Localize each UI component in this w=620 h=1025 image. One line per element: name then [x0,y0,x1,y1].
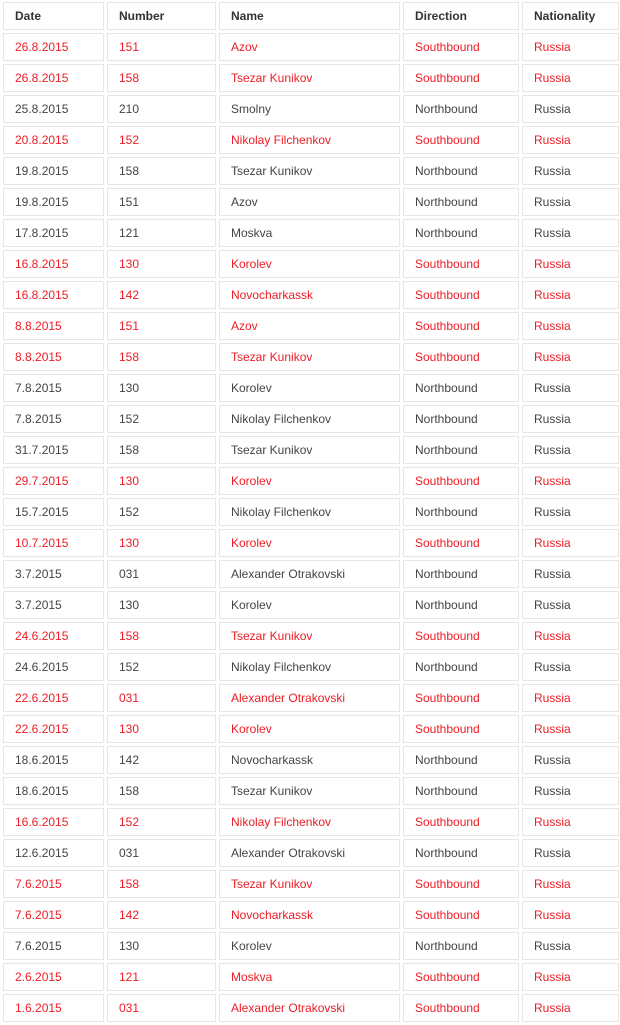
cell-direction: Northbound [403,560,519,588]
cell-name: Tsezar Kunikov [219,622,400,650]
table-row [3,498,619,526]
cell-direction: Southbound [403,808,519,836]
cell-direction: Northbound [403,591,519,619]
cell-nationality: Russia [522,839,619,867]
cell-name: Nikolay Filchenkov [219,653,400,681]
cell-direction: Northbound [403,777,519,805]
cell-number: 031 [107,839,216,867]
cell-nationality: Russia [522,560,619,588]
cell-name: Tsezar Kunikov [219,870,400,898]
cell-date: 8.8.2015 [3,312,104,340]
table-row [3,684,619,712]
cell-nationality: Russia [522,963,619,991]
cell-name: Korolev [219,529,400,557]
cell-name: Tsezar Kunikov [219,343,400,371]
table-row [3,157,619,185]
cell-number: 130 [107,374,216,402]
table-row [3,343,619,371]
cell-name: Moskva [219,219,400,247]
table-row [3,64,619,92]
cell-nationality: Russia [522,312,619,340]
cell-nationality: Russia [522,498,619,526]
cell-number: 121 [107,963,216,991]
cell-direction: Southbound [403,963,519,991]
cell-date: 25.8.2015 [3,95,104,123]
cell-direction: Southbound [403,467,519,495]
cell-direction: Northbound [403,188,519,216]
table-row [3,95,619,123]
table-row [3,312,619,340]
cell-date: 26.8.2015 [3,64,104,92]
table-row [3,126,619,154]
cell-date: 17.8.2015 [3,219,104,247]
table-row [3,746,619,774]
cell-date: 22.6.2015 [3,715,104,743]
cell-name: Tsezar Kunikov [219,157,400,185]
table-header-row [3,2,619,30]
cell-direction: Southbound [403,33,519,61]
cell-number: 152 [107,653,216,681]
cell-date: 29.7.2015 [3,467,104,495]
cell-nationality: Russia [522,932,619,960]
table-row [3,529,619,557]
cell-number: 152 [107,498,216,526]
cell-number: 130 [107,250,216,278]
table-row [3,901,619,929]
table-row [3,219,619,247]
cell-number: 152 [107,808,216,836]
cell-date: 2.6.2015 [3,963,104,991]
table-row [3,808,619,836]
cell-direction: Northbound [403,95,519,123]
cell-number: 158 [107,157,216,185]
cell-name: Nikolay Filchenkov [219,126,400,154]
cell-date: 1.6.2015 [3,994,104,1022]
cell-number: 152 [107,405,216,433]
cell-number: 031 [107,560,216,588]
cell-number: 158 [107,436,216,464]
cell-date: 16.8.2015 [3,250,104,278]
cell-nationality: Russia [522,684,619,712]
cell-direction: Southbound [403,529,519,557]
cell-date: 15.7.2015 [3,498,104,526]
cell-number: 031 [107,994,216,1022]
cell-direction: Southbound [403,281,519,309]
cell-number: 151 [107,312,216,340]
cell-nationality: Russia [522,715,619,743]
cell-name: Korolev [219,715,400,743]
cell-direction: Northbound [403,405,519,433]
cell-nationality: Russia [522,157,619,185]
cell-date: 10.7.2015 [3,529,104,557]
cell-number: 158 [107,777,216,805]
cell-nationality: Russia [522,622,619,650]
cell-name: Nikolay Filchenkov [219,498,400,526]
cell-date: 3.7.2015 [3,591,104,619]
cell-name: Tsezar Kunikov [219,64,400,92]
cell-nationality: Russia [522,777,619,805]
cell-name: Nikolay Filchenkov [219,405,400,433]
cell-nationality: Russia [522,591,619,619]
cell-number: 151 [107,188,216,216]
cell-number: 158 [107,622,216,650]
cell-number: 130 [107,529,216,557]
cell-name: Azov [219,33,400,61]
header-direction: Direction [403,2,519,30]
cell-name: Alexander Otrakovski [219,839,400,867]
cell-nationality: Russia [522,281,619,309]
table-row [3,405,619,433]
table-row [3,250,619,278]
cell-name: Azov [219,312,400,340]
cell-nationality: Russia [522,64,619,92]
cell-date: 26.8.2015 [3,33,104,61]
cell-name: Tsezar Kunikov [219,436,400,464]
cell-name: Korolev [219,250,400,278]
table-row [3,715,619,743]
cell-name: Korolev [219,467,400,495]
cell-nationality: Russia [522,529,619,557]
cell-nationality: Russia [522,343,619,371]
cell-nationality: Russia [522,95,619,123]
cell-name: Novocharkassk [219,901,400,929]
cell-direction: Northbound [403,436,519,464]
table-row [3,622,619,650]
table-row [3,994,619,1022]
cell-date: 24.6.2015 [3,622,104,650]
cell-name: Azov [219,188,400,216]
table-row [3,560,619,588]
cell-date: 18.6.2015 [3,777,104,805]
cell-name: Alexander Otrakovski [219,560,400,588]
cell-number: 142 [107,281,216,309]
cell-date: 16.6.2015 [3,808,104,836]
cell-direction: Southbound [403,870,519,898]
cell-date: 24.6.2015 [3,653,104,681]
cell-number: 152 [107,126,216,154]
cell-direction: Northbound [403,374,519,402]
cell-date: 31.7.2015 [3,436,104,464]
cell-date: 16.8.2015 [3,281,104,309]
cell-direction: Southbound [403,715,519,743]
cell-direction: Southbound [403,64,519,92]
header-number: Number [107,2,216,30]
cell-nationality: Russia [522,405,619,433]
cell-name: Korolev [219,374,400,402]
cell-nationality: Russia [522,467,619,495]
cell-direction: Southbound [403,622,519,650]
cell-name: Alexander Otrakovski [219,994,400,1022]
table-row [3,436,619,464]
cell-direction: Southbound [403,126,519,154]
cell-nationality: Russia [522,901,619,929]
cell-date: 20.8.2015 [3,126,104,154]
table-row [3,591,619,619]
cell-date: 22.6.2015 [3,684,104,712]
cell-direction: Southbound [403,684,519,712]
cell-nationality: Russia [522,436,619,464]
cell-name: Alexander Otrakovski [219,684,400,712]
cell-direction: Northbound [403,157,519,185]
cell-number: 151 [107,33,216,61]
cell-number: 130 [107,467,216,495]
table-row [3,839,619,867]
cell-direction: Northbound [403,932,519,960]
cell-number: 158 [107,343,216,371]
cell-number: 130 [107,591,216,619]
cell-nationality: Russia [522,808,619,836]
cell-nationality: Russia [522,33,619,61]
table-row [3,374,619,402]
cell-nationality: Russia [522,746,619,774]
cell-name: Korolev [219,932,400,960]
cell-nationality: Russia [522,188,619,216]
cell-date: 7.6.2015 [3,932,104,960]
cell-name: Nikolay Filchenkov [219,808,400,836]
cell-nationality: Russia [522,126,619,154]
cell-number: 158 [107,870,216,898]
table-row [3,188,619,216]
table-row [3,33,619,61]
cell-name: Korolev [219,591,400,619]
cell-direction: Southbound [403,312,519,340]
cell-nationality: Russia [522,653,619,681]
cell-nationality: Russia [522,994,619,1022]
cell-date: 12.6.2015 [3,839,104,867]
cell-date: 7.8.2015 [3,405,104,433]
cell-nationality: Russia [522,374,619,402]
cell-number: 130 [107,932,216,960]
cell-direction: Southbound [403,250,519,278]
cell-nationality: Russia [522,250,619,278]
cell-name: Moskva [219,963,400,991]
cell-date: 3.7.2015 [3,560,104,588]
cell-date: 19.8.2015 [3,157,104,185]
cell-nationality: Russia [522,219,619,247]
cell-name: Smolny [219,95,400,123]
cell-name: Novocharkassk [219,281,400,309]
header-nationality: Nationality [522,2,619,30]
cell-direction: Northbound [403,653,519,681]
cell-date: 18.6.2015 [3,746,104,774]
cell-direction: Northbound [403,746,519,774]
cell-number: 158 [107,64,216,92]
cell-direction: Northbound [403,219,519,247]
table-row [3,963,619,991]
table-row [3,870,619,898]
cell-direction: Northbound [403,498,519,526]
cell-name: Novocharkassk [219,746,400,774]
header-date: Date [3,2,104,30]
cell-date: 7.8.2015 [3,374,104,402]
cell-number: 210 [107,95,216,123]
cell-direction: Southbound [403,343,519,371]
cell-number: 142 [107,901,216,929]
cell-date: 19.8.2015 [3,188,104,216]
cell-number: 142 [107,746,216,774]
header-name: Name [219,2,400,30]
cell-direction: Northbound [403,839,519,867]
table-row [3,653,619,681]
cell-direction: Southbound [403,901,519,929]
table-row [3,777,619,805]
cell-number: 121 [107,219,216,247]
cell-number: 031 [107,684,216,712]
table-row [3,281,619,309]
cell-name: Tsezar Kunikov [219,777,400,805]
table-body [3,33,619,1022]
cell-date: 7.6.2015 [3,901,104,929]
cell-number: 130 [107,715,216,743]
cell-nationality: Russia [522,870,619,898]
cell-date: 8.8.2015 [3,343,104,371]
table-row [3,467,619,495]
table-row [3,932,619,960]
cell-direction: Southbound [403,994,519,1022]
cell-date: 7.6.2015 [3,870,104,898]
